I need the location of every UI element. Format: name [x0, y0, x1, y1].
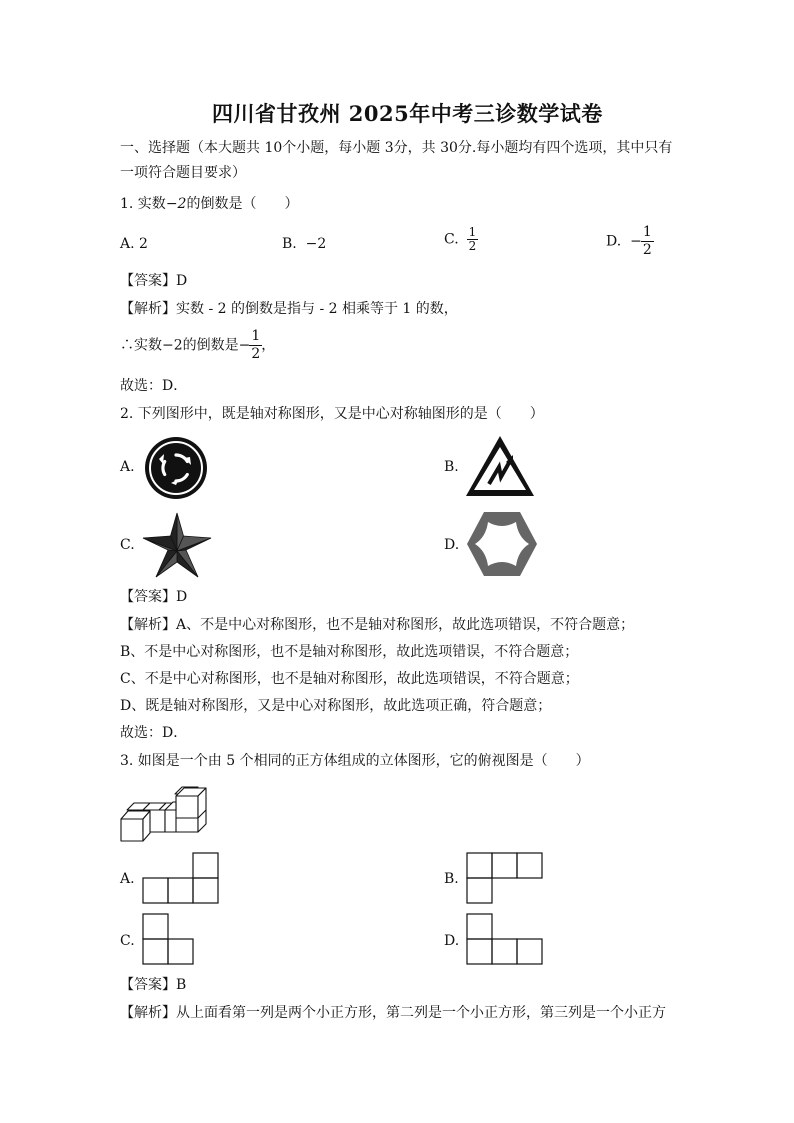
- top-view-grid: [466, 852, 544, 904]
- section-heading-line1: 一、选择题（本大题共 10个小题，每小题 3分，共 30分.每小题均有四个选项，其中只有: [120, 140, 673, 156]
- q1-conclusion: 故选：D．: [120, 378, 188, 394]
- q1-option-a: A. 2: [120, 236, 148, 252]
- q3-option-a-label: A.: [120, 871, 135, 887]
- section-heading-line2: 一项符合题目要求）: [120, 165, 246, 181]
- q3-stem: 3. 如图是一个由 5 个相同的正方体组成的立体图形，它的俯视图是（ ）: [120, 753, 590, 769]
- q2-option-a-label: A.: [120, 459, 135, 475]
- q2-analysis-tag: 【解析】: [120, 617, 176, 633]
- q1-option-b-label: B.: [282, 236, 297, 252]
- q1-option-c-numerator: 1: [468, 225, 477, 239]
- q2-analysis-line-c: C、不是中心对称图形，也不是轴对称图形，故此选项错误，不符合题意；: [120, 671, 579, 687]
- q3-analysis: [120, 1003, 666, 1023]
- q1-step-numerator: 1: [251, 328, 261, 344]
- q1-option-c-label: C.: [444, 231, 459, 248]
- q2-analysis-line-d: D、既是轴对称图形，又是中心对称图形，故此选项正确，符合题意；: [120, 698, 552, 714]
- roundabout-sign-icon: [144, 436, 208, 500]
- q2-option-d-label: D.: [444, 537, 460, 553]
- q1-option-d-denominator: 2: [642, 242, 652, 258]
- q3-option-c-label: C.: [120, 933, 135, 949]
- hexagon-ring-icon: [466, 510, 538, 578]
- q1-step: [120, 328, 275, 363]
- shaded-star-icon: [141, 511, 213, 579]
- q1-stem-value: −2: [165, 196, 187, 212]
- q3-answer: 【答案】B: [120, 977, 187, 993]
- q1-stem-prefix: 1. 实数: [120, 196, 166, 212]
- q1-stem: [120, 194, 298, 214]
- q2-option-b-label: B.: [444, 459, 459, 475]
- top-view-grid: [142, 913, 196, 965]
- q1-step-suffix: ，: [261, 337, 276, 354]
- q1-analysis-text: 实数 - 2 的倒数是指与 - 2 相乘等于 1 的数，: [176, 301, 458, 317]
- q1-option-d: [606, 224, 653, 259]
- q1-step-denominator: 2: [251, 346, 261, 362]
- q2-stem: 2. 下列图形中，既是轴对称图形，又是中心对称轴图形的是（ ）: [120, 406, 544, 422]
- zigzag-warning-sign-icon: [464, 434, 536, 498]
- q1-option-b-value: −2: [305, 236, 327, 252]
- q1-analysis-tag: 【解析】: [120, 301, 176, 317]
- q3-analysis-text: 从上面看第一列是两个小正方形，第二列是一个小正方形，第三列是一个小正方: [176, 1005, 666, 1021]
- q2-option-c-label: C.: [120, 537, 135, 553]
- q1-option-d-sign: −: [630, 233, 642, 250]
- q1-step-prefix: ∴实数−2的倒数是−: [120, 337, 251, 354]
- q2-conclusion: 故选：D．: [120, 725, 188, 741]
- q1-option-b: [282, 234, 326, 254]
- page-title: 四川省甘孜州 2025年中考三诊数学试卷: [212, 101, 603, 126]
- q1-option-d-label: D.: [606, 233, 622, 250]
- q2-analysis-line-b: B、不是中心对称图形，也不是轴对称图形，故此选项错误，不符合题意；: [120, 644, 579, 660]
- q2-analysis-line-a: A、不是中心对称图形，也不是轴对称图形，故此选项错误，不符合题意；: [176, 617, 635, 633]
- top-view-grid: [142, 852, 220, 904]
- top-view-grid: [466, 913, 544, 965]
- cube-stack-figure: [120, 778, 212, 842]
- q2-answer: 【答案】D: [120, 589, 188, 605]
- q1-option-d-numerator: 1: [642, 224, 652, 240]
- q1-answer: 【答案】D: [120, 273, 188, 289]
- q1-option-c-denominator: 2: [468, 239, 477, 253]
- q3-option-d-label: D.: [444, 933, 460, 949]
- q3-option-b-label: B.: [444, 871, 459, 887]
- q3-analysis-tag: 【解析】: [120, 1005, 176, 1021]
- q1-analysis: [120, 299, 458, 319]
- q2-analysis-a: [120, 615, 634, 635]
- q1-option-c: [444, 226, 477, 253]
- q1-stem-suffix: 的倒数是（ ）: [186, 196, 299, 212]
